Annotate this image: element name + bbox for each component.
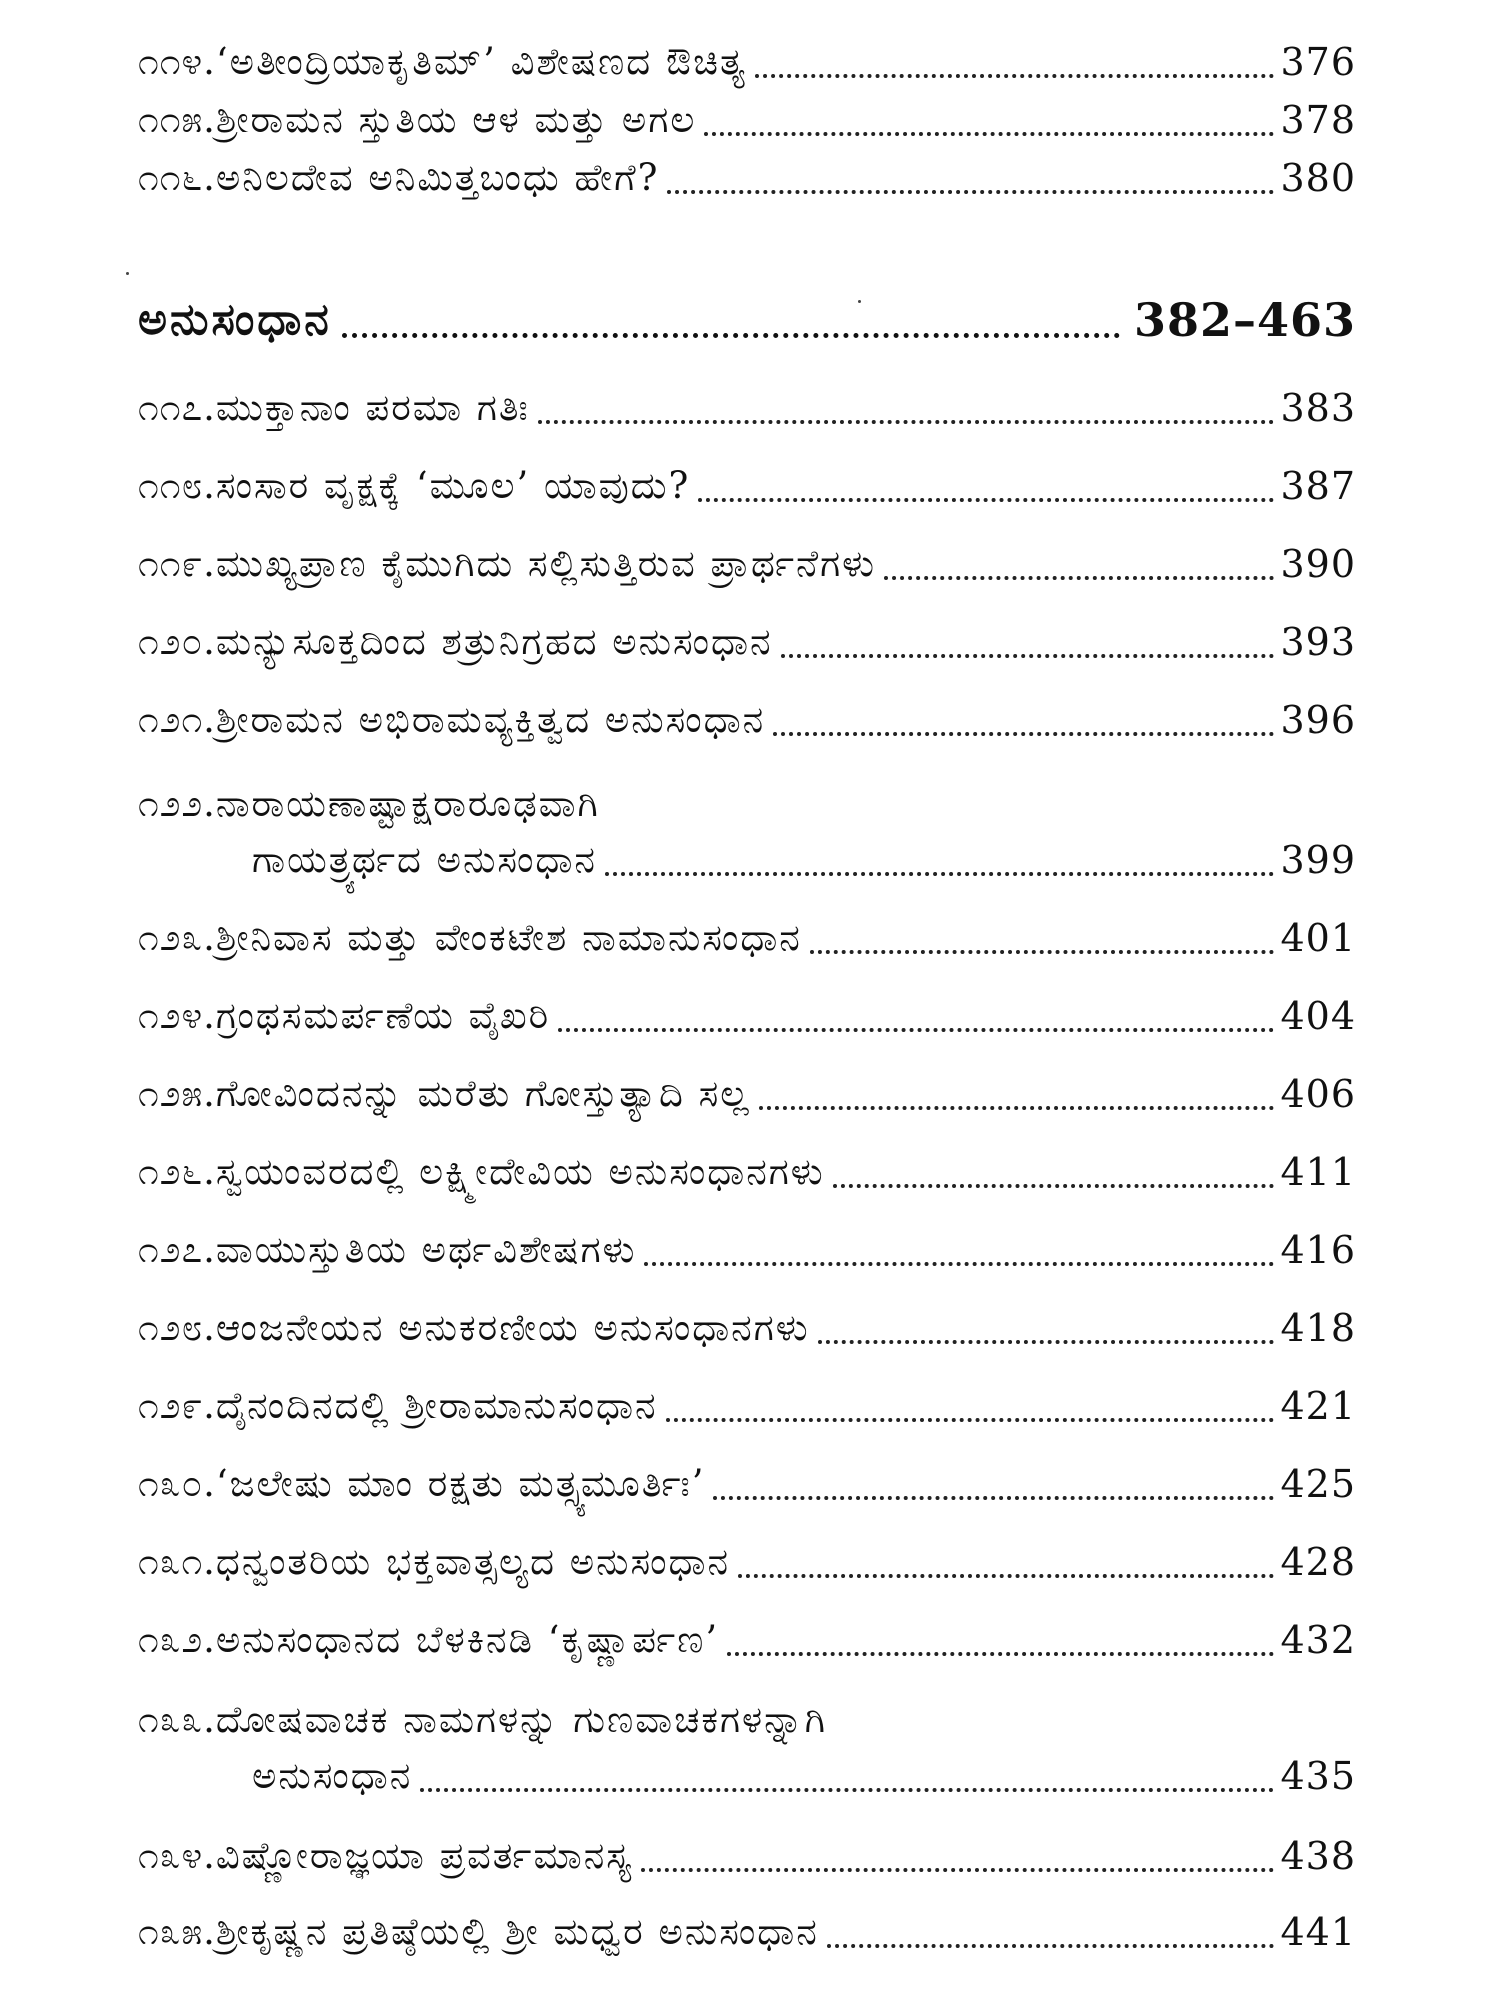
entry-number: ೧೨೨.: [138, 782, 216, 825]
toc-entry-132: [138, 1616, 1356, 1664]
entry-title: ಅನಿಲದೇವ ಅನಿಮಿತ್ತಬಂಧು ಹೇಗೆ?: [215, 156, 660, 199]
entry-number: ೧೧೭.: [138, 386, 216, 429]
entry-title: ಶ್ರೀರಾಮನ ಸ್ತುತಿಯ ಆಳ ಮತ್ತು ಅಗಲ: [215, 98, 697, 141]
entry-number: ೧೧೮.: [138, 464, 216, 507]
entry-title: ಮನ್ಯುಸೂಕ್ತದಿಂದ ಶತ್ರುನಿಗ್ರಹದ ಅನುಸಂಧಾನ: [215, 620, 773, 663]
entry-page: 376: [1280, 40, 1356, 84]
dot-leader: [644, 1258, 1274, 1266]
dot-leader: [833, 1180, 1275, 1188]
dot-leader: [818, 1336, 1275, 1344]
entry-title: ಆಂಜನೇಯನ ಅನುಕರಣೀಯ ಅನುಸಂಧಾನಗಳು: [215, 1306, 810, 1349]
entry-title: ಶ್ರೀನಿವಾಸ ಮತ್ತು ವೇಂಕಟೇಶ ನಾಮಾನುಸಂಧಾನ: [215, 916, 802, 959]
dot-leader: [667, 186, 1274, 194]
dot-leader: [755, 70, 1275, 78]
entry-title: ಸ್ವಯಂವರದಲ್ಲಿ ಲಕ್ಷ್ಮೀದೇವಿಯ ಅನುಸಂಧಾನಗಳು: [215, 1150, 825, 1193]
dot-leader: [605, 868, 1275, 876]
entry-page: 416: [1280, 1228, 1356, 1272]
entry-page: 438: [1280, 1834, 1356, 1878]
dot-leader: [810, 946, 1275, 954]
dot-leader: [827, 1940, 1275, 1948]
entry-page: 378: [1280, 98, 1356, 142]
entry-number: ೧೧೫.: [138, 98, 216, 141]
entry-number: ೧೨೫.: [138, 1072, 216, 1115]
dot-leader: [738, 1570, 1274, 1578]
entry-title: ನಾರಾಯಣಾಷ್ಟಾಕ್ಷರಾರೂಢವಾಗಿ: [215, 782, 600, 825]
toc-entry-120: [138, 618, 1356, 666]
section-title: ಅನುಸಂಧಾನ: [138, 294, 332, 345]
entry-title-continued: ಗಾಯತ್ರ್ಯರ್ಥದ ಅನುಸಂಧಾನ: [252, 838, 597, 881]
entry-number: ೧೧೯.: [138, 542, 216, 585]
dot-leader: [713, 1492, 1274, 1500]
toc-entry-119: [138, 540, 1356, 588]
entry-page: 401: [1280, 916, 1356, 960]
entry-page: 393: [1280, 620, 1356, 664]
dot-leader: [884, 572, 1275, 580]
entry-number: ೧೨೩.: [138, 916, 216, 959]
entry-number: ೧೨೬.: [138, 1150, 216, 1193]
entry-page: 428: [1280, 1540, 1356, 1584]
entry-page: 411: [1280, 1150, 1356, 1194]
dot-leader: [727, 1648, 1274, 1656]
entry-title: ಧನ್ವಂತರಿಯ ಭಕ್ತವಾತ್ಸಲ್ಯದ ಅನುಸಂಧಾನ: [215, 1540, 731, 1583]
entry-title: ಶ್ರೀಕೃಷ್ಣನ ಪ್ರತಿಷ್ಠೆಯಲ್ಲಿ ಶ್ರೀ ಮಧ್ವರ ಅನುಸಂಧಾನ: [215, 1910, 819, 1953]
entry-title: ದೋಷವಾಚಕ ನಾಮಗಳನ್ನು ಗುಣವಾಚಕಗಳನ್ನಾಗಿ: [215, 1698, 827, 1741]
entry-title: ಸಂಸಾರ ವೃಕ್ಷಕ್ಕೆ ‘ಮೂಲ’ ಯಾವುದು?: [215, 464, 691, 507]
entry-number: ೧೩೨.: [138, 1618, 216, 1661]
entry-title: ಗೋವಿಂದನನ್ನು ಮರೆತು ಗೋಸ್ತುತ್ಯಾದಿ ಸಲ್ಲ: [215, 1072, 751, 1115]
toc-entry-122-line2: [252, 836, 1356, 884]
entry-title: ಅನುಸಂಧಾನದ ಬೆಳಕಿನಡಿ ‘ಕೃಷ್ಣಾರ್ಪಣ’: [215, 1618, 720, 1661]
entry-page: 421: [1280, 1384, 1356, 1428]
section-pages: 382–463: [1133, 293, 1356, 347]
entry-number: ೧೩೩.: [138, 1698, 216, 1741]
entry-number: ೧೩೦.: [138, 1462, 216, 1505]
dot-leader: [420, 1784, 1274, 1792]
toc-entry-135: [138, 1908, 1356, 1956]
toc-entry-129: [138, 1382, 1356, 1430]
toc-entry-133-line1: [138, 1696, 827, 1744]
dot-leader: [704, 128, 1274, 136]
entry-title: ವಾಯುಸ್ತುತಿಯ ಅರ್ಥವಿಶೇಷಗಳು: [215, 1228, 637, 1271]
entry-page: 390: [1280, 542, 1356, 586]
entry-number: ೧೨೭.: [138, 1228, 216, 1271]
dot-leader: [781, 650, 1275, 658]
toc-entry-121: [138, 696, 1356, 744]
toc-entry-122-line1: [138, 780, 600, 828]
toc-entry-125: [138, 1070, 1356, 1118]
toc-entry-116: [138, 154, 1356, 202]
toc-entry-124: [138, 992, 1356, 1040]
entry-number: ೧೨೯.: [138, 1384, 216, 1427]
scan-speck: [126, 272, 129, 275]
entry-page: 380: [1280, 156, 1356, 200]
entry-number: ೧೧೪.: [138, 40, 216, 83]
toc-entry-126: [138, 1148, 1356, 1196]
entry-page: 432: [1280, 1618, 1356, 1662]
entry-page: 399: [1280, 838, 1356, 882]
toc-entry-133-line2: [252, 1752, 1356, 1800]
entry-number: ೧೨೦.: [138, 620, 216, 663]
dot-leader: [558, 1024, 1274, 1032]
entry-title: ಗ್ರಂಥಸಮರ್ಪಣೆಯ ವೈಖರಿ: [215, 994, 551, 1037]
entry-page: 435: [1280, 1754, 1356, 1798]
dot-leader: [538, 416, 1275, 424]
entry-page: 383: [1280, 386, 1356, 430]
toc-entry-114: [138, 38, 1356, 86]
dot-leader: [342, 328, 1120, 338]
entry-number: ೧೨೧.: [138, 698, 216, 741]
entry-title: ‘ಅತೀಂದ್ರಿಯಾಕೃತಿಮ್’ ವಿಶೇಷಣದ ಔಚಿತ್ಯ: [215, 40, 747, 83]
toc-entry-115: [138, 96, 1356, 144]
toc-entry-130: [138, 1460, 1356, 1508]
entry-title-continued: ಅನುಸಂಧಾನ: [252, 1754, 413, 1797]
toc-entry-128: [138, 1304, 1356, 1352]
entry-page: 418: [1280, 1306, 1356, 1350]
toc-entry-123: [138, 914, 1356, 962]
entry-page: 396: [1280, 698, 1356, 742]
dot-leader: [666, 1414, 1275, 1422]
dot-leader: [641, 1864, 1274, 1872]
scan-speck: [858, 300, 861, 303]
entry-title: ಶ್ರೀರಾಮನ ಅಭಿರಾಮವ್ಯಕ್ತಿತ್ವದ ಅನುಸಂಧಾನ: [215, 698, 766, 741]
entry-page: 387: [1280, 464, 1356, 508]
dot-leader: [698, 494, 1274, 502]
entry-title: ‘ಜಲೇಷು ಮಾಂ ರಕ್ಷತು ಮತ್ಸ್ಯಮೂರ್ತಿಃ’: [215, 1462, 706, 1505]
entry-number: ೧೨೪.: [138, 994, 216, 1037]
entry-page: 404: [1280, 994, 1356, 1038]
entry-number: ೧೩೧.: [138, 1540, 216, 1583]
toc-entry-131: [138, 1538, 1356, 1586]
entry-title: ಮುಖ್ಯಪ್ರಾಣ ಕೈಮುಗಿದು ಸಲ್ಲಿಸುತ್ತಿರುವ ಪ್ರಾರ್ಥನೆಗಳು: [215, 542, 876, 585]
entry-number: ೧೨೮.: [138, 1306, 216, 1349]
entry-title: ವಿಷ್ಣೋರಾಜ್ಞಯಾ ಪ್ರವರ್ತಮಾನಸ್ಯ: [215, 1834, 634, 1877]
entry-page: 425: [1280, 1462, 1356, 1506]
entry-number: ೧೧೬.: [138, 156, 216, 199]
section-heading: [138, 292, 1356, 348]
toc-entry-117: [138, 384, 1356, 432]
entry-number: ೧೩೫.: [138, 1910, 216, 1953]
dot-leader: [773, 728, 1274, 736]
entry-page: 441: [1280, 1910, 1356, 1954]
dot-leader: [759, 1102, 1275, 1110]
toc-entry-127: [138, 1226, 1356, 1274]
entry-page: 406: [1280, 1072, 1356, 1116]
toc-entry-134: [138, 1832, 1356, 1880]
toc-entry-118: [138, 462, 1356, 510]
entry-title: ದೈನಂದಿನದಲ್ಲಿ ಶ್ರೀರಾಮಾನುಸಂಧಾನ: [215, 1384, 658, 1427]
entry-title: ಮುಕ್ತಾನಾಂ ಪರಮಾ ಗತಿಃ: [215, 386, 530, 429]
entry-number: ೧೩೪.: [138, 1834, 216, 1877]
